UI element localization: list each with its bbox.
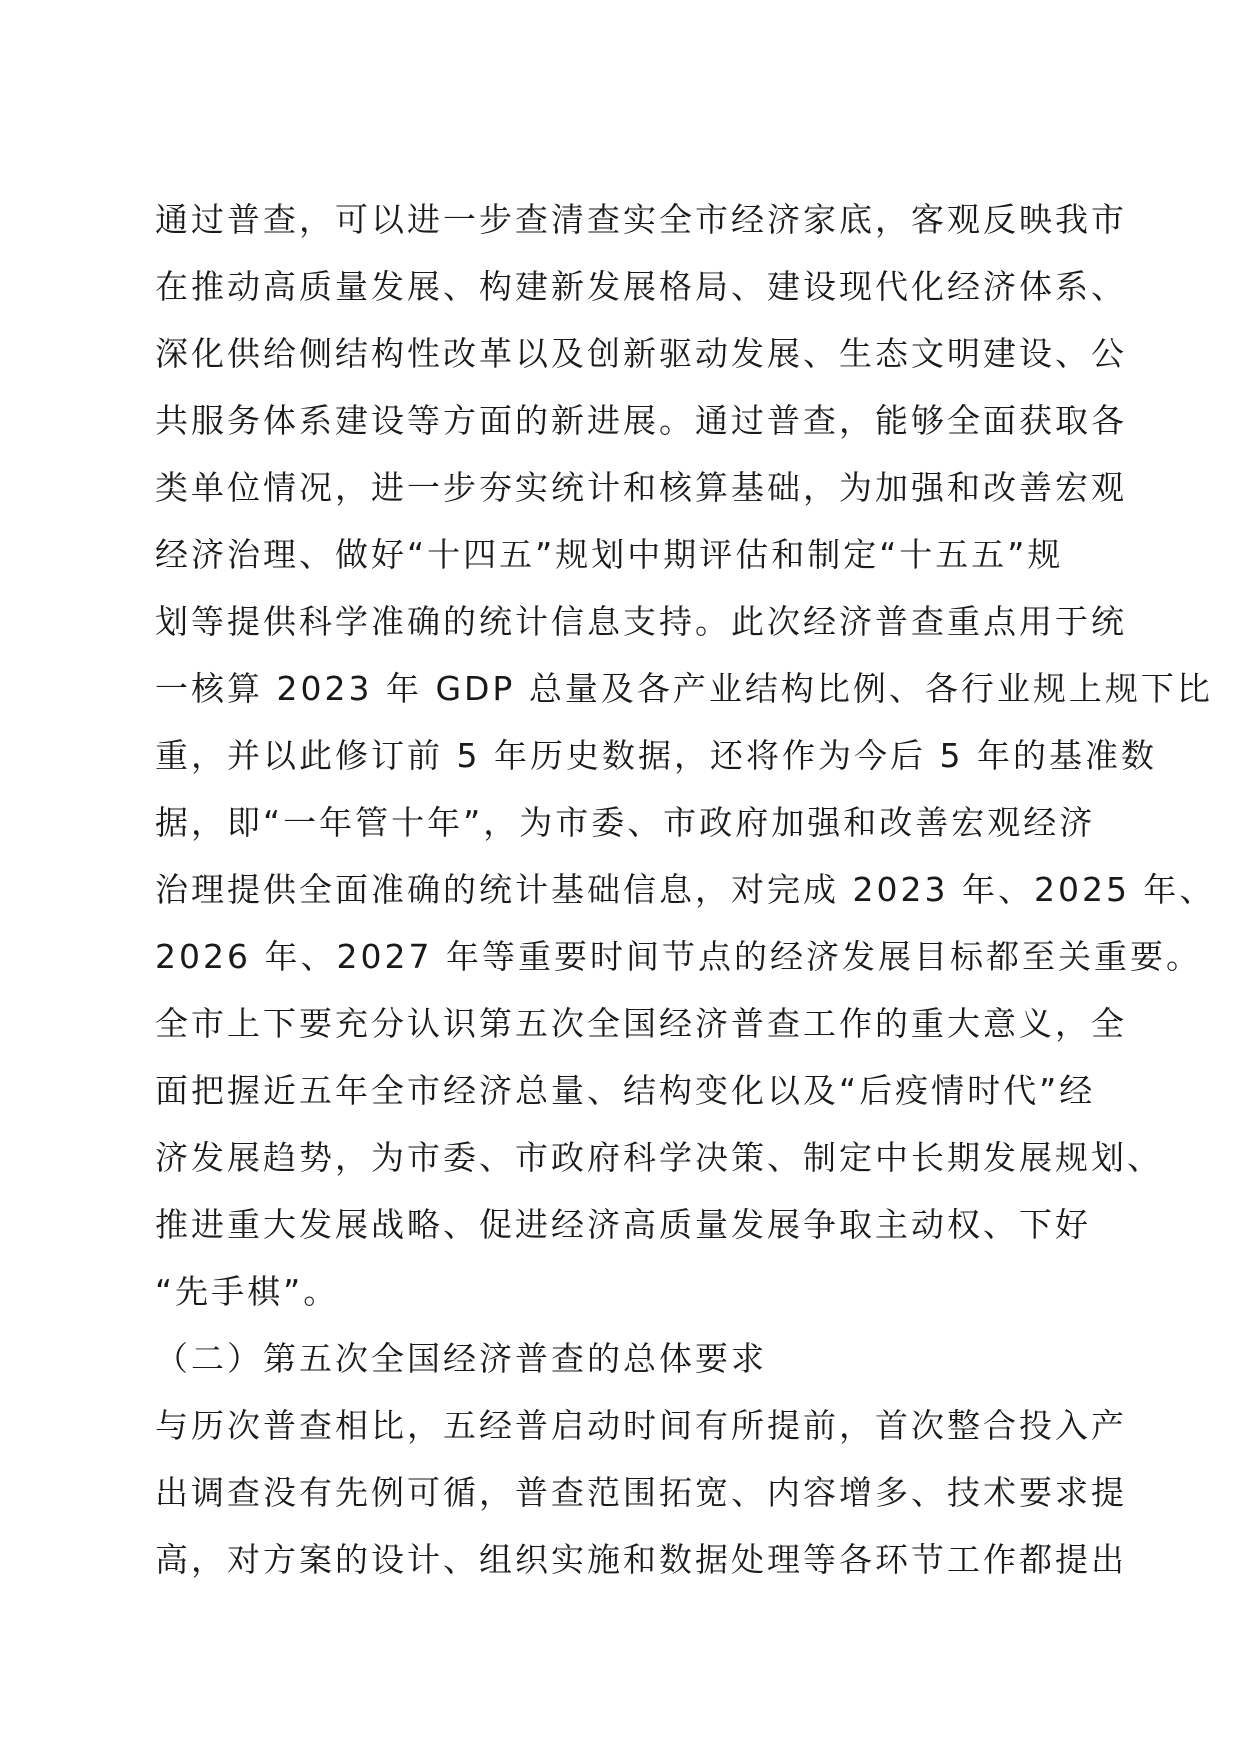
text-line: 济发展趋势，为市委、市政府科学决策、制定中长期发展规划、 <box>155 1138 1163 1177</box>
text-line: “先手棋”。 <box>155 1272 340 1311</box>
text-line: 治理提供全面准确的统计基础信息，对完成 2023 年、2025 年、 <box>155 870 1216 909</box>
text-line: 在推动高质量发展、构建新发展格局、建设现代化经济体系、 <box>155 267 1127 306</box>
text-line: 面把握近五年全市经济总量、结构变化以及“后疫情时代”经 <box>155 1071 1096 1110</box>
text-line: 高，对方案的设计、组织实施和数据处理等各环节工作都提出 <box>155 1540 1127 1579</box>
body-text <box>155 186 1216 1593</box>
text-line: 全市上下要充分认识第五次全国经济普查工作的重大意义，全 <box>155 1004 1127 1043</box>
section-heading: （二）第五次全国经济普查的总体要求 <box>155 1339 767 1378</box>
text-line: 重，并以此修订前 5 年历史数据，还将作为今后 5 年的基准数 <box>155 736 1157 775</box>
text-line: 类单位情况，进一步夯实统计和核算基础，为加强和改善宏观 <box>155 468 1127 507</box>
text-line: 经济治理、做好“十四五”规划中期评估和制定“十五五”规 <box>155 535 1064 574</box>
text-line: 据，即“一年管十年”，为市委、市政府加强和改善宏观经济 <box>155 803 1096 842</box>
text-line: 一核算 2023 年 GDP 总量及各产业结构比例、各行业规上规下比 <box>155 669 1213 708</box>
text-line: 与历次普查相比，五经普启动时间有所提前，首次整合投入产 <box>155 1406 1127 1445</box>
text-line: 划等提供科学准确的统计信息支持。此次经济普查重点用于统 <box>155 602 1127 641</box>
text-line: 深化供给侧结构性改革以及创新驱动发展、生态文明建设、公 <box>155 334 1127 373</box>
text-line: 通过普查，可以进一步查清查实全市经济家底，客观反映我市 <box>155 200 1127 239</box>
text-line: 推进重大发展战略、促进经济高质量发展争取主动权、下好 <box>155 1205 1091 1244</box>
text-line: 出调查没有先例可循，普查范围拓宽、内容增多、技术要求提 <box>155 1473 1127 1512</box>
text-line: 2026 年、2027 年等重要时间节点的经济发展目标都至关重要。 <box>155 937 1202 976</box>
text-line: 共服务体系建设等方面的新进展。通过普查，能够全面获取各 <box>155 401 1127 440</box>
